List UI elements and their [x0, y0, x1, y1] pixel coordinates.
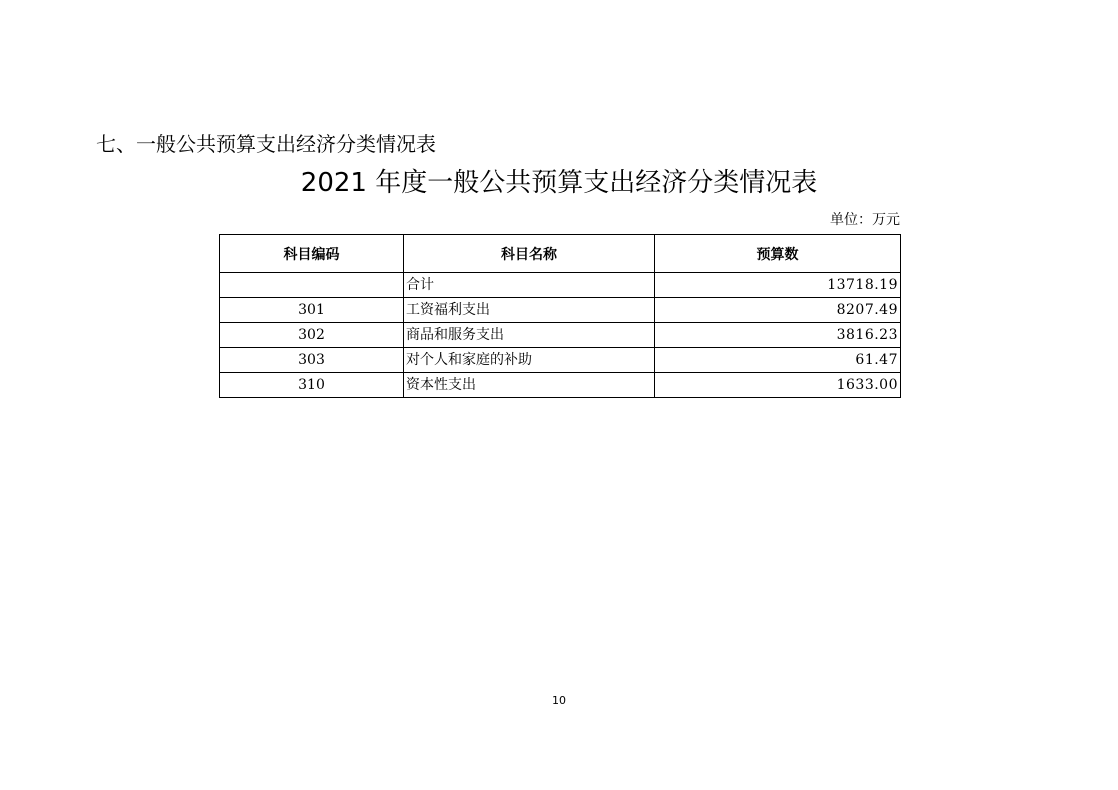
- subject-code-cell: 310: [220, 373, 404, 398]
- page-number: 10: [552, 694, 566, 707]
- budget-amount-cell: 1633.00: [655, 373, 901, 398]
- subject-name-cell: 工资福利支出: [404, 298, 655, 323]
- table-header-row: [220, 235, 901, 273]
- table-row-total: [220, 273, 901, 298]
- table-title: 2021 年度一般公共预算支出经济分类情况表: [300, 168, 818, 198]
- budget-amount-cell: 3816.23: [655, 323, 901, 348]
- table-row: [220, 323, 901, 348]
- section-heading: 七、一般公共预算支出经济分类情况表: [96, 132, 436, 156]
- header-subject-name: 科目名称: [404, 235, 655, 273]
- subject-code-cell: 301: [220, 298, 404, 323]
- header-subject-code: 科目编码: [220, 235, 404, 273]
- header-budget-amount: 预算数: [655, 235, 901, 273]
- table-row: [220, 348, 901, 373]
- subject-code-cell: [220, 273, 404, 298]
- budget-table: [219, 234, 901, 398]
- subject-name-cell: 资本性支出: [404, 373, 655, 398]
- subject-name-cell: 对个人和家庭的补助: [404, 348, 655, 373]
- table-row: [220, 298, 901, 323]
- subject-code-cell: 302: [220, 323, 404, 348]
- budget-amount-cell: 61.47: [655, 348, 901, 373]
- subject-name-cell: 商品和服务支出: [404, 323, 655, 348]
- subject-code-cell: 303: [220, 348, 404, 373]
- budget-amount-cell: 13718.19: [655, 273, 901, 298]
- subject-name-cell: 合计: [404, 273, 655, 298]
- table-row: [220, 373, 901, 398]
- unit-label: 单位：万元: [830, 212, 900, 228]
- budget-amount-cell: 8207.49: [655, 298, 901, 323]
